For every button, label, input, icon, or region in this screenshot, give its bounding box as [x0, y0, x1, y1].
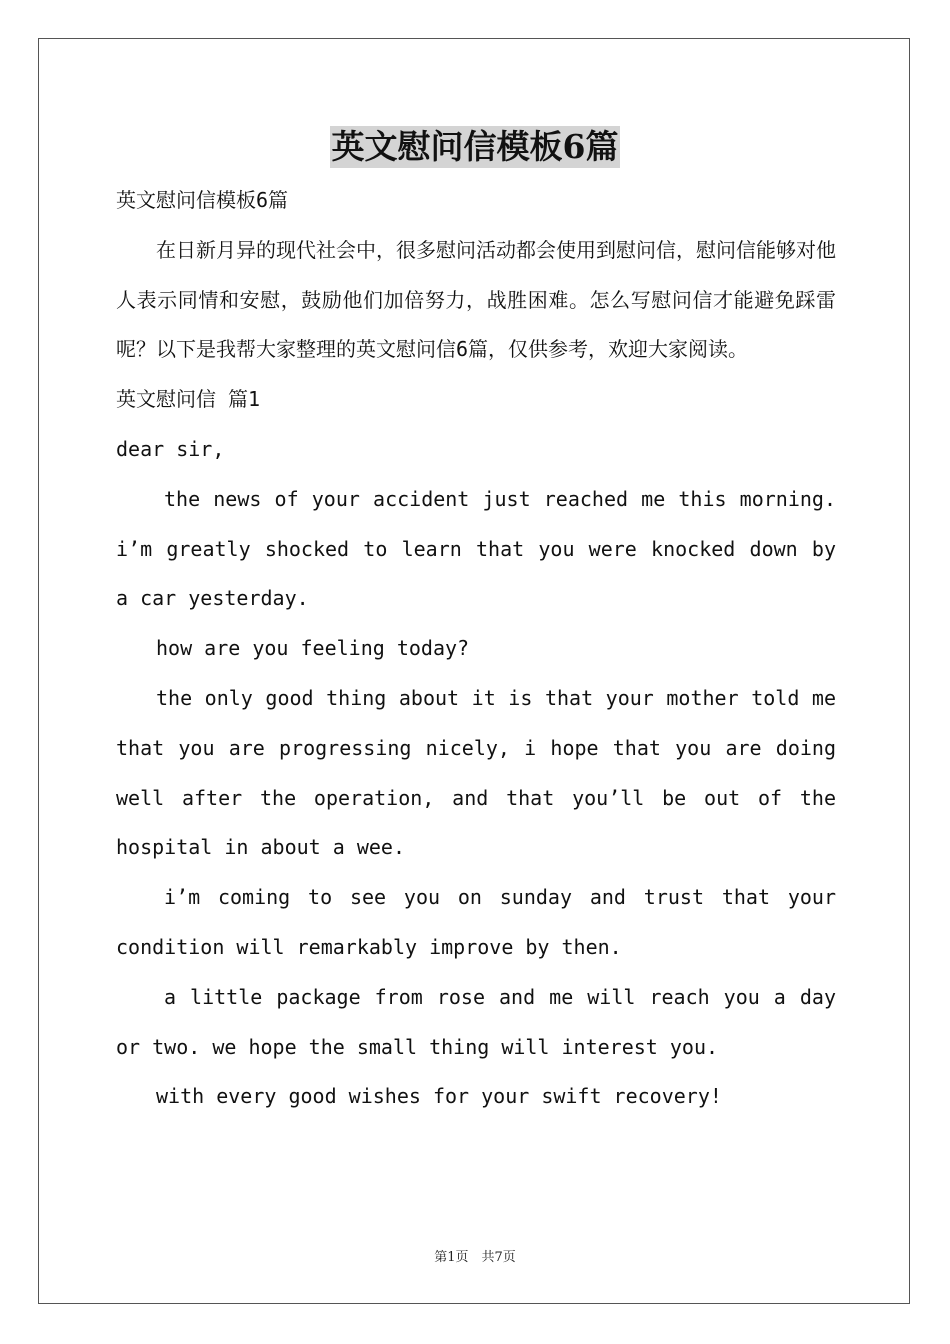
document-body — [116, 176, 836, 1122]
page-number-label: 第1页 共7页 — [434, 1250, 516, 1265]
page-footer — [0, 1246, 950, 1265]
letter-paragraph-6: with every good wishes for your swift recovery! — [156, 1084, 722, 1109]
letter-salutation: dear sir, — [116, 436, 225, 461]
document-subtitle: 英文慰问信模板6篇 — [116, 188, 289, 212]
letter-paragraph-2: how are you feeling today? — [156, 636, 470, 661]
letter-paragraph-5: a little package from rose and me will reach you a day or two. we hope the small thing will interest you. — [116, 984, 836, 1059]
section-heading: 英文慰问信 篇1 — [116, 387, 261, 412]
letter-paragraph-4: i’m coming to see you on sunday and trust that your condition will remarkably improve by then. — [116, 885, 836, 959]
document-title: 英文慰问信模板6篇 — [331, 127, 619, 166]
letter-paragraph-3: the only good thing about it is that your mother told me that you are progressing nicely, i hope that you are doing well after the operation, and that you’ll be out of the hospital in about a wee. — [116, 685, 836, 860]
title-wrapper — [0, 126, 950, 168]
letter-paragraph-1: the news of your accident just reached me this morning. i’m greatly shocked to learn that you were knocked down by a car yesterday. — [116, 486, 836, 611]
intro-paragraph: 在日新月异的现代社会中，很多慰问活动都会使用到慰问信，慰问信能够对他人表示同情和安慰，鼓励他们加倍努力，战胜困难。怎么写慰问信才能避免踩雷呢？以下是我帮大家整理的英文慰问信6篇，仅供参考，欢迎大家阅读。 — [116, 237, 836, 362]
